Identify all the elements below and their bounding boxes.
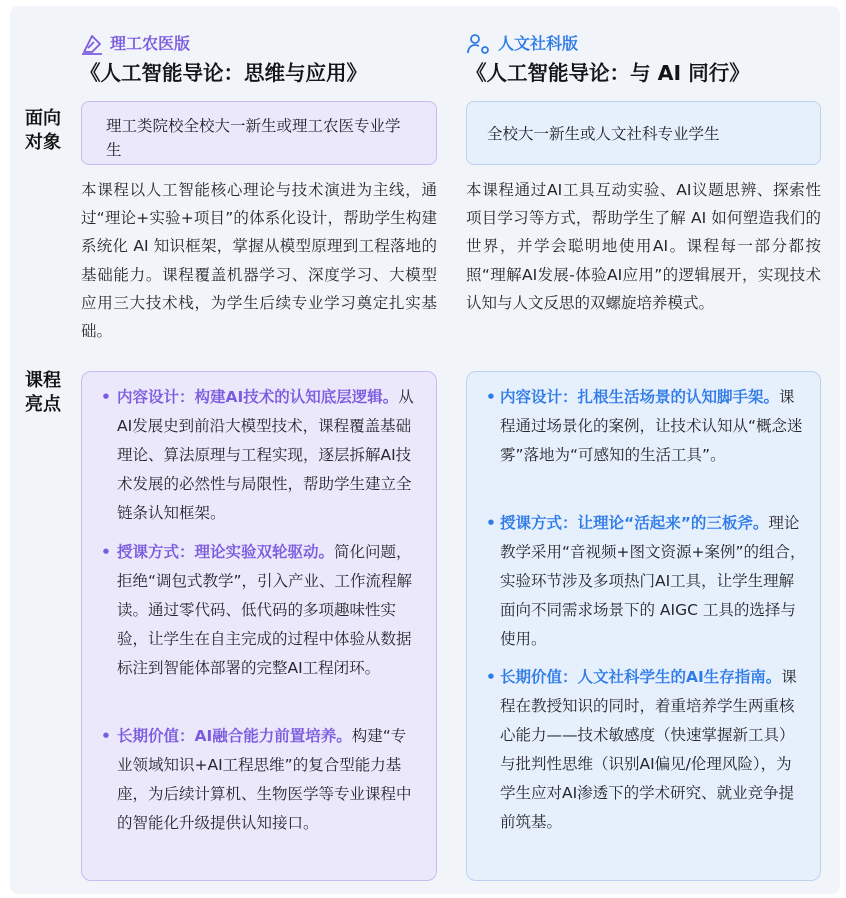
bullet: • (101, 543, 111, 561)
right-course-title: 《人工智能导论：与 AI 同行》 (466, 61, 750, 85)
left-highlight-2 (99, 538, 421, 683)
right-header (466, 32, 750, 88)
right-highlight-1-body: 课程通过场景化的案例，让技术认知从“概念迷雾”落地为“可感知的生活工具”。 (500, 388, 803, 464)
left-highlight-3 (99, 722, 421, 838)
highlights-row-label: 课程 亮点 (25, 370, 61, 415)
left-highlight-3-body: 构建“专业领域知识+AI工程思维”的复合型能力基座，为后续计算机、生物医学等专业课程中的智能化升级提供认知接口。 (117, 727, 412, 832)
bullet: • (486, 668, 496, 686)
person-gear-icon (466, 32, 492, 56)
left-badge (80, 32, 367, 56)
right-highlight-3-lead: 长期价值：人文社科学生的AI生存指南。 (500, 668, 782, 686)
right-intro: 本课程通过AI工具互动实验、AI议题思辨、探索性项目学习等方式，帮助学生了解 AI 如何塑造我们的世界，并学会聪明地使用AI。课程每一部分都按照“理解AI发展-体验AI应用”的逻辑展开，实现技术认知与人文反思的双螺旋培养模式。 (466, 181, 821, 312)
left-audience-box (81, 101, 437, 165)
left-highlight-1-lead: 内容设计：构建AI技术的认知底层逻辑。 (117, 388, 399, 406)
pen-ruler-icon (80, 32, 104, 56)
left-highlight-2-body: 简化问题，拒绝“调包式教学”，引入产业、工作流程解读。通过零代码、低代码的多项趣味性实验，让学生在自主完成的过程中体验从数据标注到智能体部署的完整AI工程闭环。 (117, 543, 413, 677)
right-badge (466, 32, 750, 56)
right-highlight-2 (484, 509, 806, 654)
left-highlight-1 (99, 383, 421, 528)
audience-row-label: 面向 对象 (25, 108, 61, 153)
right-highlight-3-body: 课程在教授知识的同时，着重培养学生两重核心能力——技术敏感度（快速掌握新工具）与批判性思维（识别AI偏见/伦理风险），为学生应对AI渗透下的学术研究、就业竞争提前筑基。 (500, 668, 797, 831)
right-highlight-2-lead: 授课方式：让理论“活起来”的三板斧。 (500, 514, 769, 532)
left-highlight-1-body: 从AI发展史到前沿大模型技术，课程覆盖基础理论、算法原理与工程实现，逐层拆解AI技术发展的必然性与局限性，帮助学生建立全链条认知框架。 (117, 388, 414, 522)
bullet: • (486, 388, 496, 406)
left-highlight-2-lead: 授课方式：理论实验双轮驱动。 (117, 543, 335, 561)
left-badge-label: 理工农医版 (110, 34, 191, 53)
right-highlight-2-body: 理论教学采用“音视频+图文资源+案例”的组合，实验环节涉及多项热门AI工具，让学生理解面向不同需求场景下的 AIGC 工具的选择与使用。 (500, 514, 806, 648)
bullet: • (101, 388, 111, 406)
left-intro: 本课程以人工智能核心理论与技术演进为主线，通过“理论+实验+项目”的体系化设计，帮助学生构建系统化 AI 知识框架，掌握从模型原理到工程落地的基础能力。课程覆盖机器学习、深度学习、大模型应用三大技术栈，为学生后续专业学习奠定扎实基础。 (81, 181, 437, 341)
left-course-title: 《人工智能导论：思维与应用》 (80, 61, 367, 85)
bullet: • (101, 727, 111, 745)
right-highlight-1-lead: 内容设计：扎根生活场景的认知脚手架。 (500, 388, 780, 406)
bullet: • (486, 514, 496, 532)
right-badge-label: 人文社科版 (498, 34, 579, 53)
right-highlight-1 (484, 383, 806, 470)
left-header (80, 32, 367, 88)
right-audience-text: 全校大一新生或人文社科专业学生 (487, 125, 720, 143)
left-audience-text: 理工类院校全校大一新生或理工农医专业学生 (106, 117, 401, 159)
right-audience-box (466, 101, 821, 165)
right-highlight-3 (484, 663, 806, 837)
left-highlight-3-lead: 长期价值：AI融合能力前置培养。 (117, 727, 352, 745)
